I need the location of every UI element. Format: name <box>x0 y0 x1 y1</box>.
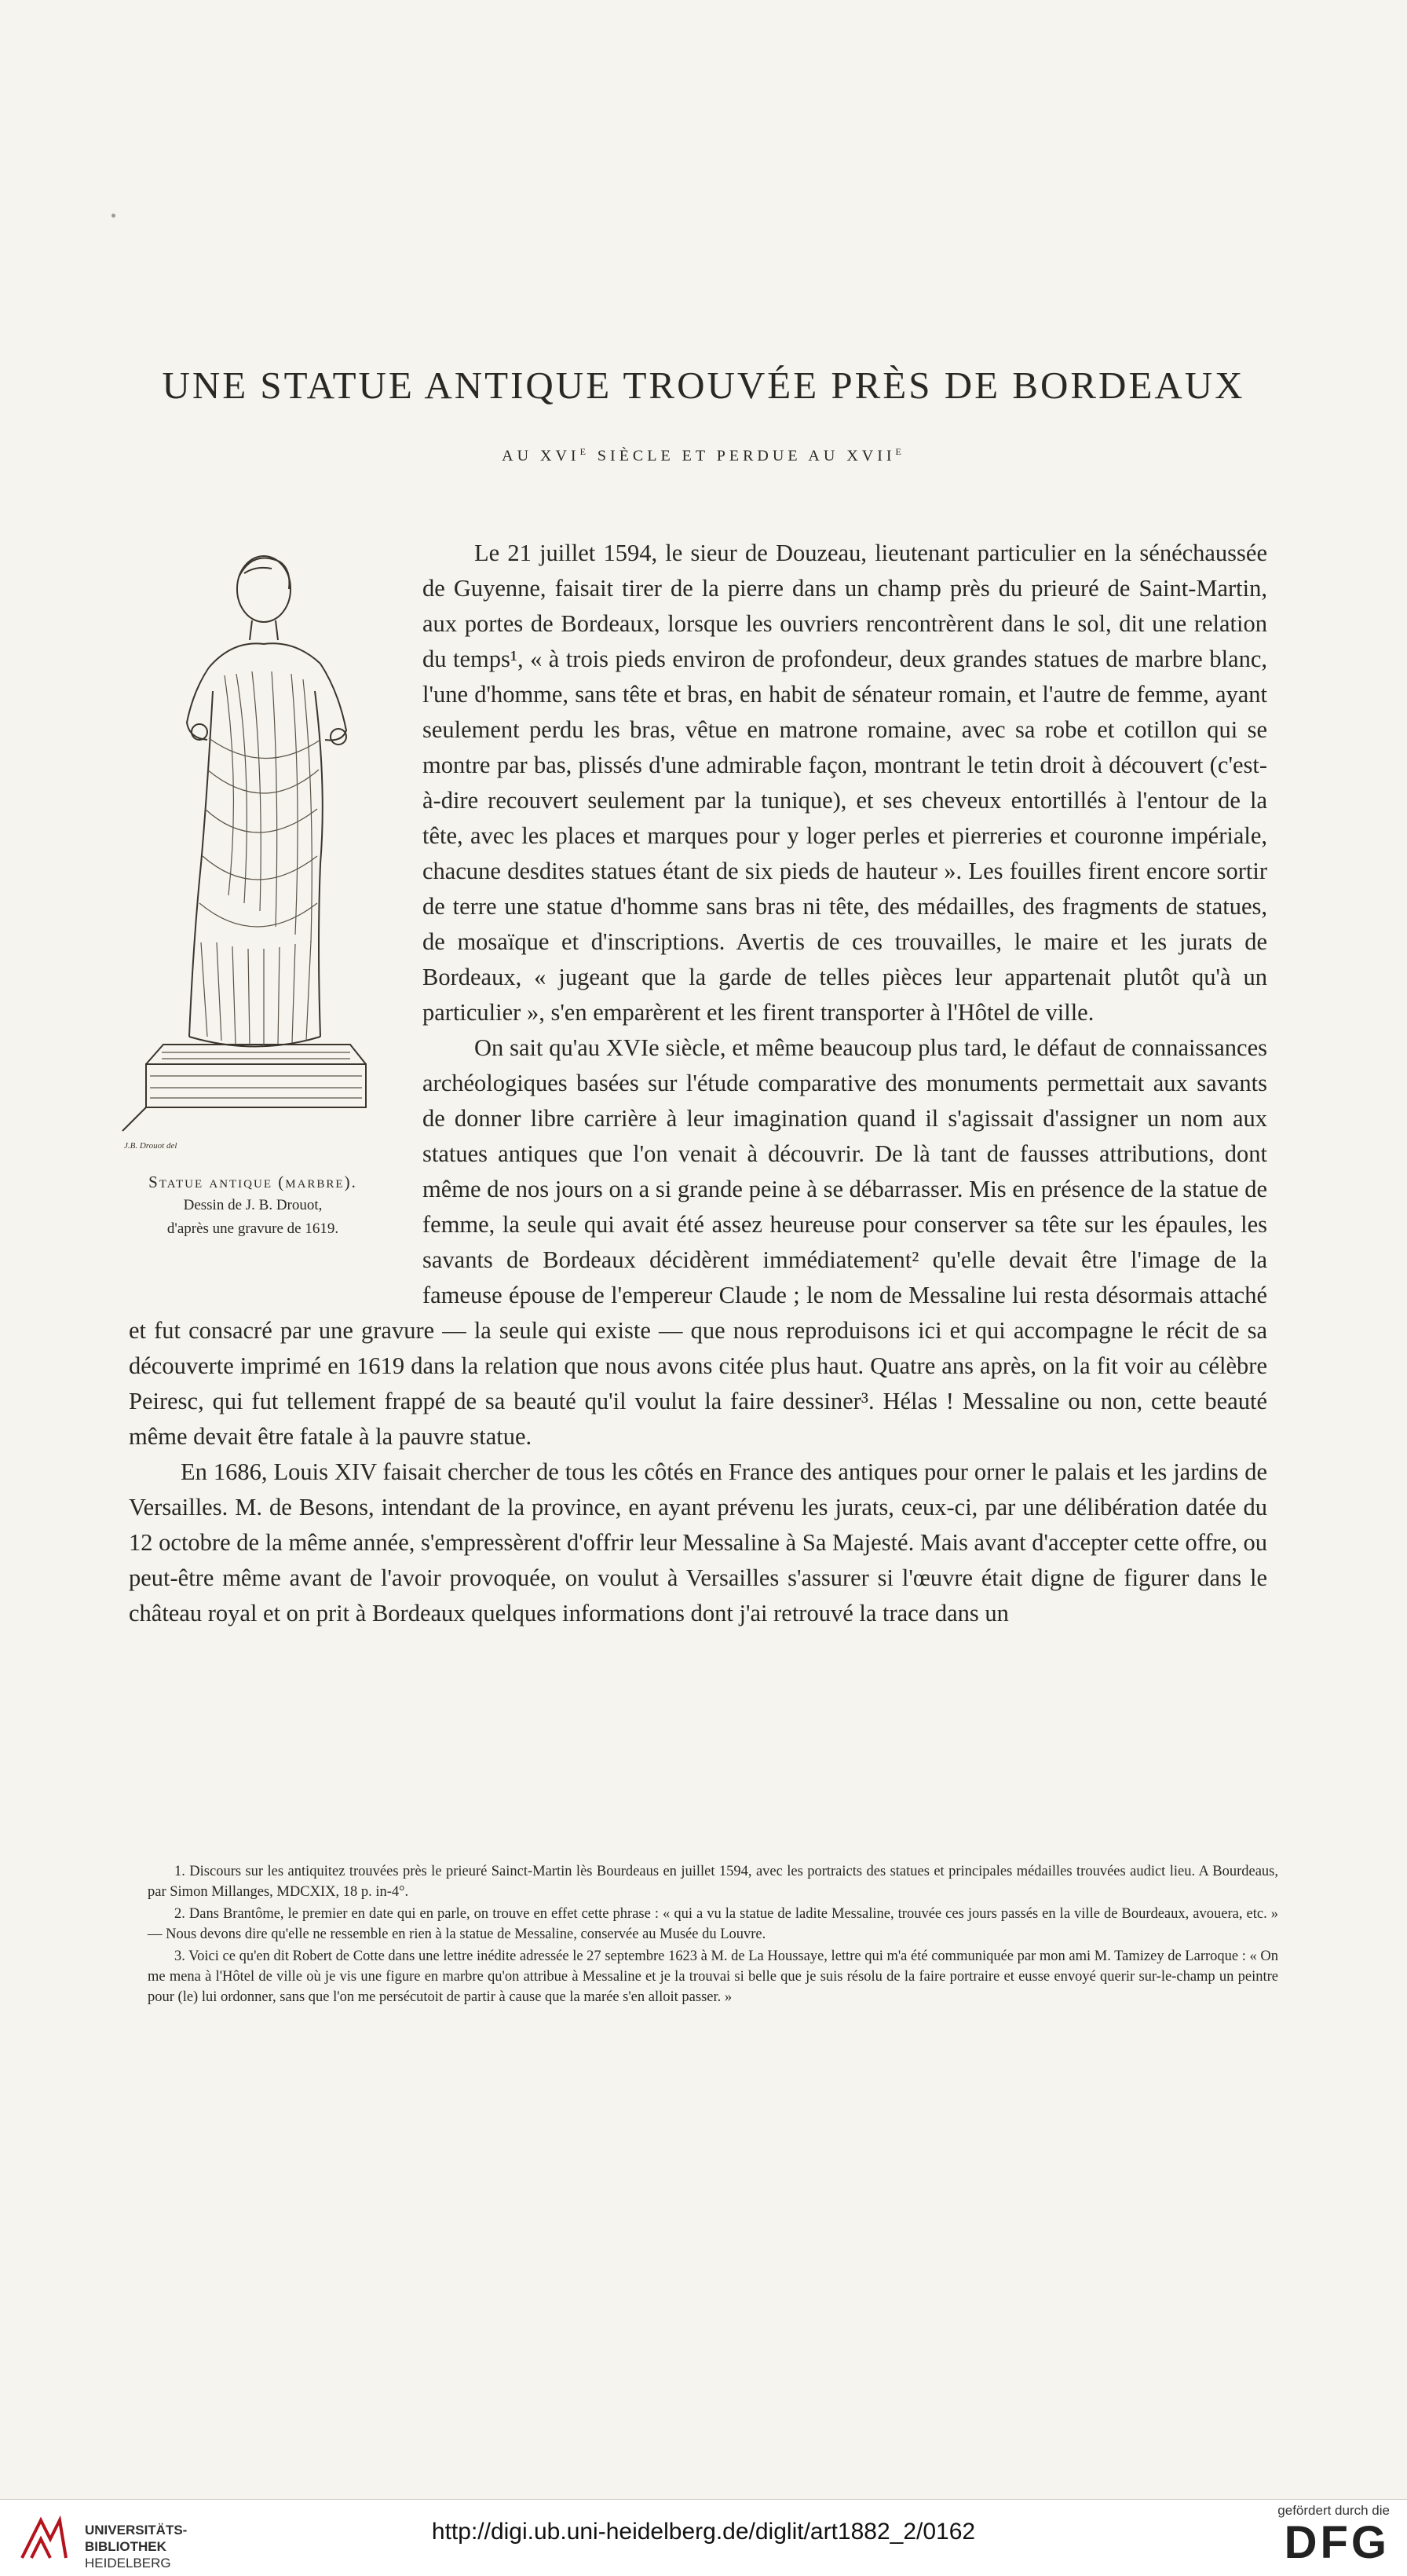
footnotes <box>148 1861 1278 2009</box>
article-body <box>129 536 1267 1631</box>
footnote: 1. Discours sur les antiquitez trouvées près le prieuré Sainct-Martin lès Bourdeaus en juillet 1594, avec les portraicts des statues et principales médailles trouvées audict lieu. A Bourdeaus, par Simon Millanges, MDCXIX, 18 p. in-4°. <box>148 1864 1278 1900</box>
paragraph: Le 21 juillet 1594, le sieur de Douzeau, lieutenant particulier en la sénéchaussée de Guyenne, faisait tirer de la pierre dans un champ près du prieuré de Saint-Martin, aux portes de Bordeaux, lorsque les ouvriers rencontrèrent dans le sol, dit une relation du temps¹, « à trois pieds environ de profondeur, deux grandes statues de marbre blanc, l'une d'homme, sans tête et bras, en habit de sénateur romain, et l'autre de femme, ayant seulement perdu les bras, vêtue en matrone romaine, avec sa robe et cotillon qui se montre par bas, plissés d'une admirable façon, montrant le tetin droit à découvert (c'est-à-dire recouvert seulement par la tunique), et ses cheveux entortillés à l'entour de la tête, avec les places et marques pour y loger perles et pierreries et couronne impériale, chacune desdites statues étant de six pieds de hauteur ». Les fouilles firent encore sortir de terre une statue d'homme sans bras ni tête, des médailles, des fragments de statues, de mosaïque et d'inscriptions. Avertis de ces trouvailles, le maire et les jurats de Bordeaux, « jugeant que la garde de telles pièces leur appartenait plutôt qu'à un particulier », s'en emparèrent et les firent transporter à l'Hôtel de ville. <box>422 540 1267 1026</box>
page-mark <box>111 214 115 218</box>
caption-title: Statue antique (marbre). <box>148 1173 357 1191</box>
dfg-logo[interactable] <box>1233 2503 1390 2567</box>
caption-source: d'après une gravure de 1619. <box>166 1220 339 1237</box>
engraver-signature: J.B. Drouot del <box>124 1141 177 1151</box>
footnote: 2. Dans Brantôme, le premier en date qui en parle, on trouve en effet cette phrase : « qui a vu la statue de ladite Messaline, trouvée ces jours passés en la ville de Bourdeaux, avouera, etc. » — Nous devons dire qu'elle ne ressemble en rien à la statue de Messaline, conservée au Musée du Louvre. <box>148 1906 1278 1942</box>
article-subtitle: AU $XVI^E$ SIÈCLE ET PERDUE AU $XVII^E$ <box>502 446 905 465</box>
paragraph: On sait qu'au XVIe siècle, et même beaucoup plus tard, le défaut de connaissances archéologiques basées sur l'étude comparative des monuments permettait aux savants de donner libre carrière à leur imagination quand il s'agissait d'assigner un nom aux statues antiques que l'on venait à découvrir. De là tant de fausses attributions, dont même de nos jours on a si grande peine à se débarrasser. Mis en présence de la statue de femme, la seule qui avait été assez heureuse pour conserver sa tête sur les épaules, les savants de Bordeaux décidèrent immédiatement² qu'elle devait être l'image de la fameuse épouse de l'empereur Claude ; le nom de Messaline lui resta désormais attaché et fut consacré par une gravure — la seule qui existe — que nous reproduisons ici et qui accompagne le récit de sa découverte imprimé en 1619 dans la relation que nous avons citée plus haut. Quatre ans après, on la fit voir au célèbre Peiresc, qui fut tellement frappé de sa beauté qu'il voulut la faire dessiner³. Hélas ! Messaline ou non, cette beauté même devait être fatale à la pauvre statue. <box>129 1034 1267 1450</box>
funded-by-label: gefördert durch die <box>1277 2503 1390 2518</box>
paragraph: En 1686, Louis XIV faisait chercher de tous les côtés en France des antiques pour orner le palais et les jardins de Versailles. M. de Besons, intendant de la province, en ayant prévenu les jurats, ceux-ci, par une délibération datée du 12 octobre de la même année, s'empressèrent d'offrir leur Messaline à Sa Majesté. Mais avant d'accepter cette offre, ou peut-être même avant de l'avoir provoquée, on voulut à Versailles s'assurer si l'œuvre était digne de figurer dans le château royal et on prit à Bordeaux quelques informations dont j'ai retrouvé la trace dans un <box>129 1458 1267 1626</box>
article-title: UNE STATUE ANTIQUE TROUVÉE PRÈS DE BORDEAUX <box>162 364 1245 407</box>
footnote: 3. Voici ce qu'en dit Robert de Cotte dans une lettre inédite adressée le 27 septembre 1623 à M. de La Houssaye, lettre qui m'a été communiquée par mon ami M. Tamizey de Larroque : « On me mena à l'Hôtel de ville où je vis une figure en marbre qu'on attribue à Messaline et je la trouvai si belle que je suis résolu de la faire portraire et eusse envoyé querir sur-le-champ un peintre pour (le) lui ordonner, sans que l'on me persécutoit de partir à cause que la marée s'en alloit passer. » <box>148 1948 1278 2005</box>
library-line-3: HEIDELBERG <box>85 2556 171 2571</box>
library-line-1: UNIVERSITÄTS- <box>85 2523 188 2538</box>
figure-space <box>129 536 422 1309</box>
dfg-wordmark: DFG <box>1284 2517 1390 2568</box>
library-line-2: BIBLIOTHEK <box>85 2539 166 2554</box>
permalink-url[interactable]: http://digi.ub.uni-heidelberg.de/diglit/art1882_2/0162 <box>431 2519 976 2545</box>
caption-credit: Dessin de J. B. Drouot, <box>183 1197 323 1213</box>
footer-bar <box>0 2500 1407 2576</box>
